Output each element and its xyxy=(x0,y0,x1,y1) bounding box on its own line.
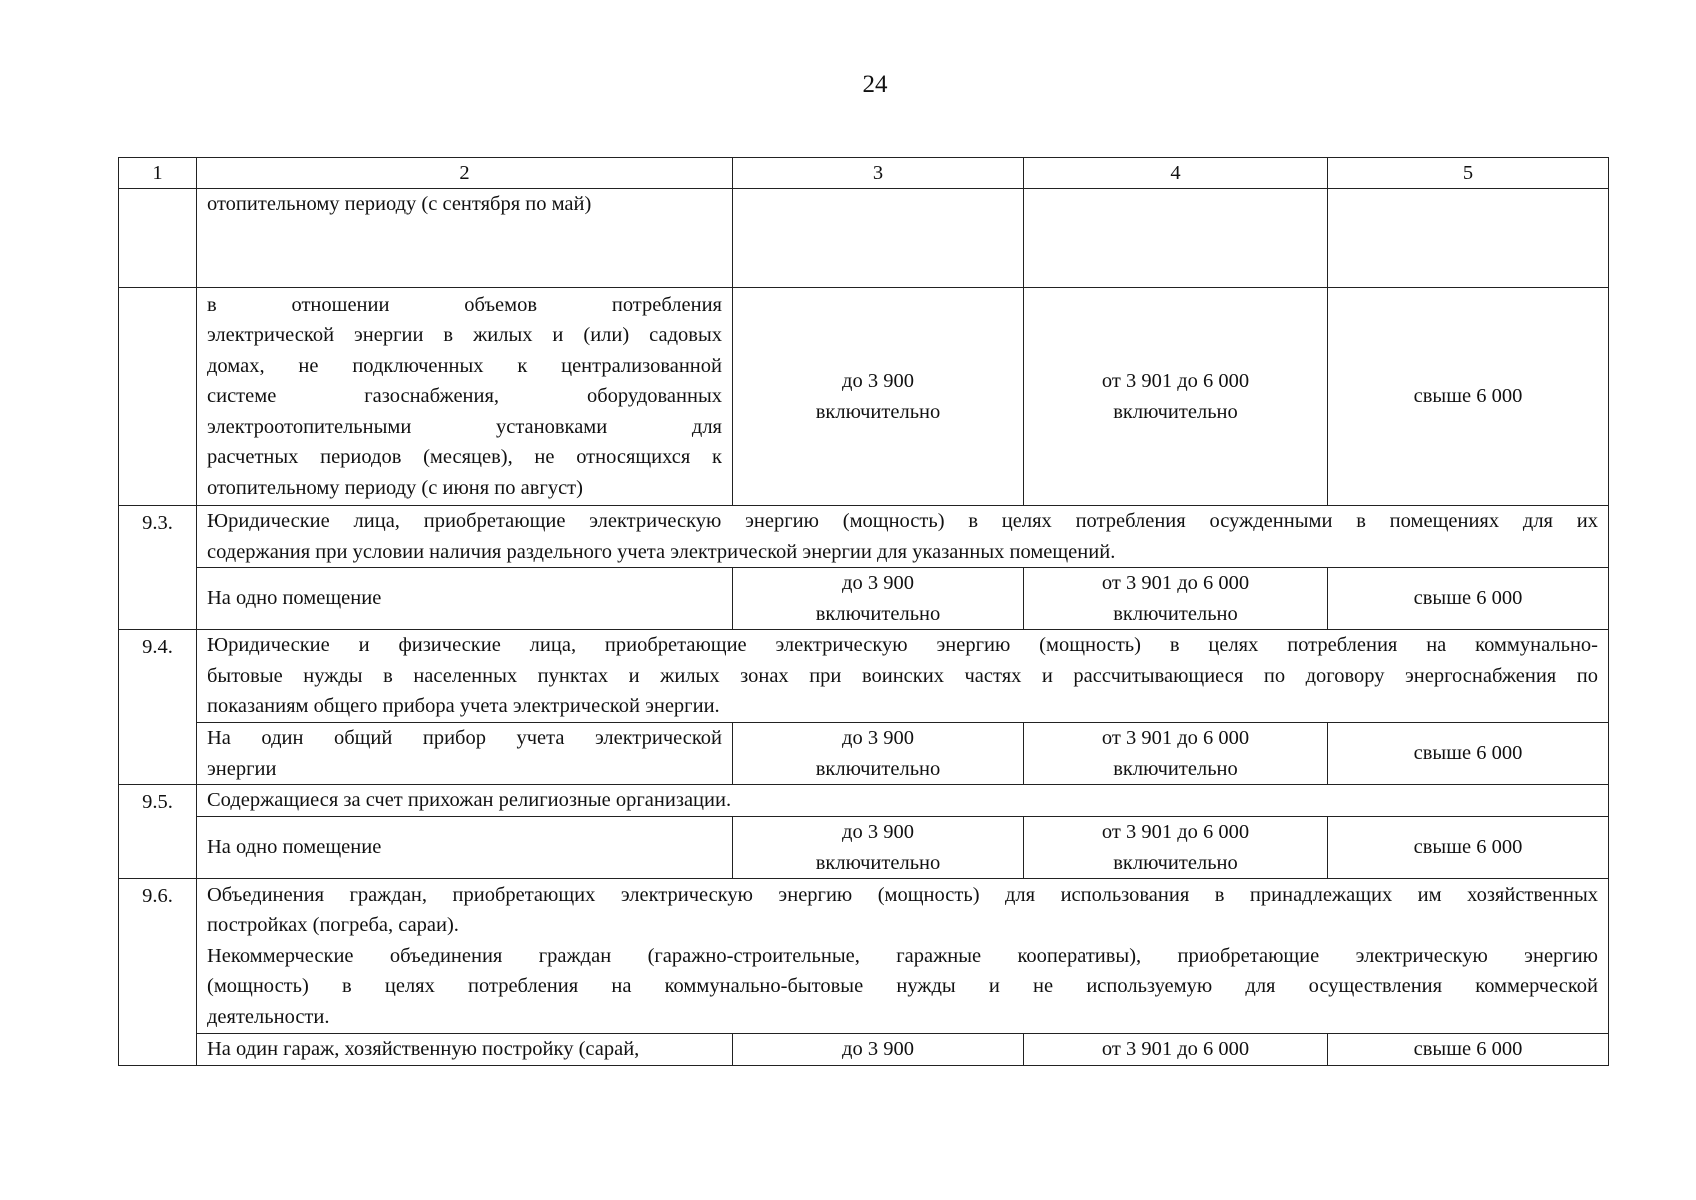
description-line: в отношении объемов потребления xyxy=(207,293,722,316)
section-description xyxy=(197,879,1609,1034)
column-header-5: 5 xyxy=(1328,158,1609,189)
description-line: расчетных периодов (месяцев), не относящихся к xyxy=(207,446,722,469)
cell-range-high: свыше 6 000 xyxy=(1328,817,1609,879)
cell-range-low: до 3 900 xyxy=(733,1034,1024,1066)
description-line: электрической энергии в жилых и (или) садовых xyxy=(207,324,722,347)
cell-range-mid xyxy=(1024,568,1328,630)
cell-range-high: свыше 6 000 xyxy=(1328,288,1609,506)
description-line: бытовые нужды в населенных пунктах и жилых зонах при воинских частях и рассчитывающиеся по договору энергоснабжения по xyxy=(207,664,1598,687)
range-qualifier: включительно xyxy=(815,757,941,780)
cell-range-low xyxy=(733,817,1024,879)
cell-range-mid xyxy=(1024,288,1328,506)
cell-range-low xyxy=(733,568,1024,630)
range-qualifier: включительно xyxy=(815,851,941,874)
cell-range-high: свыше 6 000 xyxy=(1328,568,1609,630)
range-qualifier: включительно xyxy=(815,602,941,625)
cell-range-mid xyxy=(1024,817,1328,879)
range-qualifier: включительно xyxy=(1113,602,1238,625)
cell-range-mid xyxy=(1024,189,1328,288)
table-row xyxy=(119,568,1609,630)
section-row-9-3 xyxy=(119,506,1609,568)
row-description: На одно помещение xyxy=(197,817,733,879)
section-description: Содержащиеся за счет прихожан религиозные организации. xyxy=(197,785,1609,817)
range-value: до 3 900 xyxy=(842,727,914,749)
range-value: от 3 901 до 6 000 xyxy=(1101,572,1250,594)
row-number-cell xyxy=(119,288,197,506)
cell-range-low xyxy=(733,288,1024,506)
table-row xyxy=(119,1034,1609,1066)
cell-range-high: свыше 6 000 xyxy=(1328,1034,1609,1066)
row-description xyxy=(197,288,733,506)
range-qualifier: включительно xyxy=(1113,757,1238,780)
cell-range-mid xyxy=(1024,723,1328,785)
section-row-9-6 xyxy=(119,879,1609,1034)
section-number: 9.4. xyxy=(119,630,197,785)
range-value: от 3 901 до 6 000 xyxy=(1101,821,1250,843)
row-description xyxy=(197,723,733,785)
description-line: Объединения граждан, приобретающих электрическую энергию (мощность) для использования в принадлежащих им хозяйственных xyxy=(207,883,1598,906)
page-number: 24 xyxy=(862,71,888,98)
column-header-4: 4 xyxy=(1024,158,1328,189)
description-line: На один общий прибор учета электрической xyxy=(207,727,722,749)
description-line: системе газоснабжения, оборудованных xyxy=(207,385,722,408)
row-description: На одно помещение xyxy=(197,568,733,630)
description-line: Юридические и физические лица, приобретающие электрическую энергию (мощность) в целях потребления на коммунально- xyxy=(207,634,1598,657)
cell-range-low xyxy=(733,723,1024,785)
row-description: На один гараж, хозяйственную постройку (сарай, xyxy=(197,1034,733,1066)
tariff-table xyxy=(118,157,1609,1066)
description-line: энергии xyxy=(207,757,277,780)
cell-range-high: свыше 6 000 xyxy=(1328,723,1609,785)
description-line: деятельности. xyxy=(207,1005,330,1028)
description-line: электроотопительными установками для xyxy=(207,415,722,438)
description-line: Юридические лица, приобретающие электрическую энергию (мощность) в целях потребления осужденными в помещениях для их xyxy=(207,510,1598,532)
description-line: показаниям общего прибора учета электрической энергии. xyxy=(207,695,720,718)
column-header-3: 3 xyxy=(733,158,1024,189)
section-row-9-4 xyxy=(119,630,1609,723)
section-description xyxy=(197,506,1609,568)
table-row xyxy=(119,189,1609,288)
description-line: Некоммерческие объединения граждан (гаражно-строительные, гаражные кооперативы), приобретающие электрическую энергию xyxy=(207,944,1598,967)
range-value: до 3 900 xyxy=(842,572,914,594)
description-line: отопительному периоду (с июня по август) xyxy=(207,476,583,499)
table-row xyxy=(119,288,1609,506)
cell-range-low xyxy=(733,189,1024,288)
section-number: 9.5. xyxy=(119,785,197,879)
range-value: от 3 901 до 6 000 xyxy=(1101,727,1250,749)
range-qualifier: включительно xyxy=(1113,851,1238,874)
section-row-9-5 xyxy=(119,785,1609,817)
range-qualifier: включительно xyxy=(815,400,941,423)
table-row xyxy=(119,817,1609,879)
cell-range-mid: от 3 901 до 6 000 xyxy=(1024,1034,1328,1066)
section-description xyxy=(197,630,1609,723)
column-header-row xyxy=(119,158,1609,189)
column-header-2: 2 xyxy=(197,158,733,189)
range-value: от 3 901 до 6 000 xyxy=(1101,370,1250,392)
range-value: до 3 900 xyxy=(842,821,914,843)
description-line: содержания при условии наличия раздельного учета электрической энергии для указанных помещений. xyxy=(207,540,1116,563)
section-number: 9.6. xyxy=(119,879,197,1066)
description-line: домах, не подключенных к централизованной xyxy=(207,354,722,377)
description-line: (мощность) в целях потребления на коммунально-бытовые нужды и не используемую для осуществления коммерческой xyxy=(207,975,1598,998)
range-qualifier: включительно xyxy=(1113,400,1238,423)
table-row xyxy=(119,723,1609,785)
section-number: 9.3. xyxy=(119,506,197,630)
description-line: постройках (погреба, сараи). xyxy=(207,914,459,937)
column-header-1: 1 xyxy=(119,158,197,189)
row-number-cell xyxy=(119,189,197,288)
row-description: отопительному периоду (с сентября по май) xyxy=(197,189,733,288)
range-value: до 3 900 xyxy=(842,370,914,392)
cell-range-high xyxy=(1328,189,1609,288)
